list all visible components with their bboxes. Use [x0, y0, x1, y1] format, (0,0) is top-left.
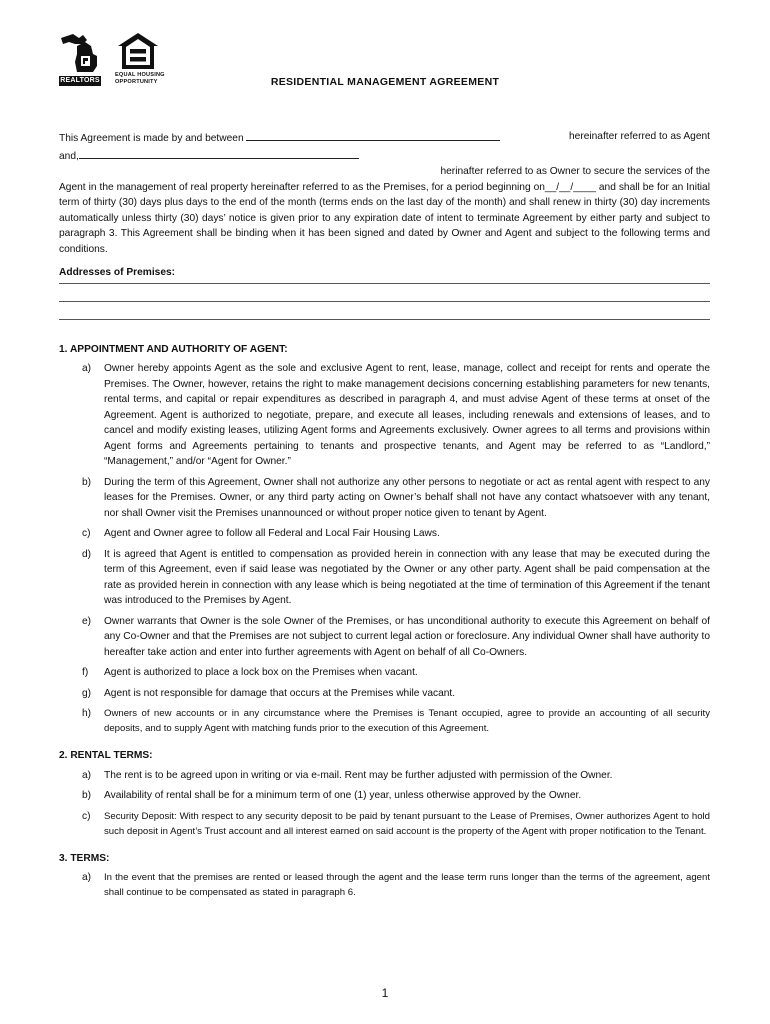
michigan-map-icon — [59, 32, 101, 74]
realtor-label: REALTORS — [60, 77, 100, 84]
list-item: c) Security Deposit: With respect to any security deposit to be paid by tenant pursuant to the Lease of Premises, Owner authorizes Agent to hold such deposit in Agent’s Trust account and all interest earned on said account is the property of the Agent with proper notification to the Tenant. — [82, 810, 710, 837]
section-1-heading: 1. APPOINTMENT AND AUTHORITY OF AGENT: — [59, 343, 288, 355]
list-item: b) During the term of this Agreement, Owner shall not authorize any other persons to negotiate or act as rental agent with respect to any leases for the Premises. Owner, or any third party acting on Owner’s behalf shall not have any contact whatsoever with any tenant, nor shall Owner visit the Premises unannounced or without proper notice given to tenant by Agent. — [82, 476, 710, 519]
list-item: a) The rent is to be agreed upon in writing or via e-mail. Rent may be further adjusted with permission of the Owner. — [82, 769, 613, 781]
owner-name-field[interactable] — [79, 147, 359, 159]
list-item: a) In the event that the premises are rented or leased through the agent and the lease term runs longer than the terms of the agreement, agent shall continue to be compensated as stated in paragraph 6. — [82, 872, 710, 898]
section-3-list — [59, 870, 710, 900]
section-2-list — [59, 768, 710, 839]
address-line-3[interactable] — [59, 302, 710, 320]
list-item: c) Agent and Owner agree to follow all Federal and Local Fair Housing Laws. — [82, 528, 440, 539]
equal-housing-icon — [117, 32, 159, 70]
list-item: d) It is agreed that Agent is entitled to compensation as provided herein in connection with any lease that may be executed during the term of this Agreement, even if said lease was negotiated by the Owner or any other party. Agent shall be paid compensation at the rate as provided herein in connection with any lease which is being negotiated at the time of termination of this Agreement if the tenant was introduced to the Premises by Agent. — [82, 548, 710, 606]
section-2-heading: 2. RENTAL TERMS: — [59, 750, 153, 761]
intro-paragraph: Agent in the management of real property hereinafter referred to as the Premises, for a period beginning on__/__/____ and shall be for an Initial term of thirty (30) days plus days to the end of the month (terms ends on the last day of the month) and shall renew in thirty (30) day increments automatically unless thirty (30) days’ notice is given prior to any expiration date of intent to terminate Agreement by either party and subject to paragraph 3. This Agreement shall be binding when it has been signed and dated by Owner and Agent and subject to the following terms and conditions. — [59, 181, 710, 255]
page-number: 1 — [381, 986, 389, 1000]
section-1-list — [59, 361, 710, 736]
list-item: h) Owners of new accounts or in any circumstance where the Premises is Tenant occupied, agree to provide an accounting of all security deposits, and to supply Agent with matching funds prior to the execution of this Agreement. — [82, 708, 710, 734]
intro-line-1: This Agreement is made by and between hereinafter referred to as Agent — [59, 131, 710, 144]
addresses-label: Addresses of Premises: — [59, 267, 176, 278]
list-item: a) Owner hereby appoints Agent as the sole and exclusive Agent to rent, lease, manage, collect and receipt for rents and operate the Premises. The Owner, however, retains the right to make management decisions concerning establishing parameters for new tenants, rental terms, and capital or repair expenditures as described in paragraph 4, and must advise Agent of these terms at onset of the Agreement. Agent is authorized to negotiate, prepare, and execute all leases, including renewals and extensions of leases, and to cancel and modify existing leases, utilizing Agent forms and Agreements exclusively. Owner agrees to all terms and provisions within Agent forms and Agreements pertaining to tenants and prospective tenants, and Agent may be referred to as “Landlord,” “Management,” and/or “Agent for Owner.” — [82, 363, 710, 467]
list-item: e) Owner warrants that Owner is the sole Owner of the Premises, or has unconditional authority to execute this Agreement on behalf of any Co-Owner and that the Premises are not subject to current legal action or foreclosure. Any individual Owner shall have authority to hereafter take action and enter into further agreements with Agent on behalf of all Co-Owners. — [82, 615, 710, 658]
equal-housing-text: EQUAL HOUSING OPPORTUNITY — [115, 72, 165, 85]
section-3-heading: 3. TERMS: — [59, 852, 110, 864]
list-item: g) Agent is not responsible for damage that occurs at the Premises while vacant. — [82, 687, 456, 699]
document-body — [59, 129, 710, 905]
list-item: f) Agent is authorized to place a lock box on the Premises when vacant. — [82, 667, 418, 678]
intro-line-2: and, — [59, 147, 710, 165]
document-title: RESIDENTIAL MANAGEMENT AGREEMENT — [270, 76, 500, 88]
list-item: b) Availability of rental shall be for a minimum term of one (1) year, unless otherwise approved by the Owner. — [82, 790, 582, 801]
intro-line-3: herinafter referred to as Owner to secure the services of the — [440, 166, 710, 177]
agent-name-field[interactable] — [246, 129, 500, 141]
address-line-2[interactable] — [59, 284, 710, 302]
